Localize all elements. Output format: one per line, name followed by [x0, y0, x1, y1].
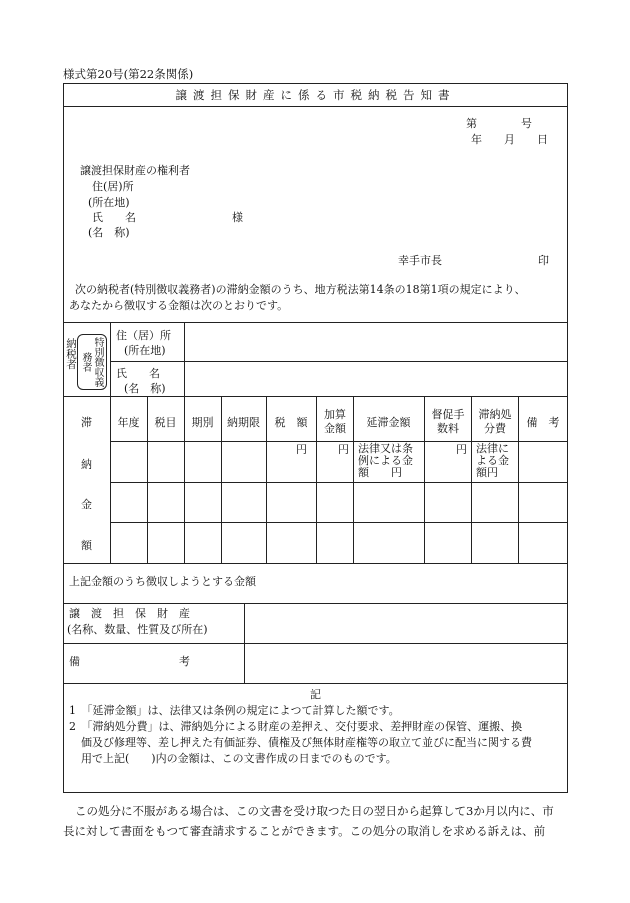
taxpayer-name-alt: (名 称)	[124, 382, 166, 395]
issuer-seal: 印	[538, 254, 549, 267]
number-line: 第 号	[466, 117, 532, 130]
header-year: 年度	[117, 416, 140, 429]
tax-amount-unit: 円	[296, 443, 307, 456]
note-item-2-line-1: 2 「滞納処分費」は、滞納処分による財産の差押え、交付要求、差押財産の保管、運搬、換	[69, 720, 523, 733]
addressee-heading: 譲渡担保財産の権利者	[80, 164, 190, 177]
reminder-unit: 円	[456, 443, 467, 456]
property-label: 譲 渡 担 保 財 産	[69, 607, 190, 620]
note-item-2-line-2: 価及び修理等、差し押えた有価証券、債権及び無体財産権等の取立て並びに配当に関する費	[81, 736, 532, 749]
header-disposal-cost: 滞納処分費	[478, 408, 512, 435]
header-tax-item: 税目	[154, 416, 177, 429]
footer-line-2: 長に対して書面をもつて審査請求することができます。この処分の取消しを求める訴えは、前	[63, 824, 546, 838]
addressee-honorific: 様	[232, 211, 243, 224]
collect-amount-label: 上記金額のうち徴収しようとする金額	[69, 575, 256, 588]
special-collector-label: 特別徴収義務者	[80, 337, 103, 387]
intro-line-2: あなたから徴収する金額は次のとおりです。	[69, 299, 289, 312]
addressee-address-label: 住(居)所	[92, 180, 134, 193]
addressee-address-alt: (所在地)	[88, 196, 130, 209]
header-tax-amount: 税 額	[274, 416, 308, 429]
taxpayer-address-label: 住（居）所	[116, 329, 171, 342]
taxpayer-label: 納税者	[65, 338, 77, 370]
notes-heading: 記	[310, 688, 321, 701]
header-late-fee: 延滞金額	[366, 416, 411, 429]
arrears-side-1: 滞	[81, 416, 92, 429]
arrears-side-4: 額	[81, 539, 92, 552]
date-line: 年 月 日	[471, 133, 548, 146]
footer-line-1: この処分に不服がある場合は、この文書を受け取つた日の翌日から起算して3か月以内に、市	[75, 804, 554, 818]
header-due-date: 納期限	[227, 416, 260, 429]
taxpayer-address-alt: (所在地)	[124, 344, 166, 357]
header-remarks: 備 考	[526, 416, 560, 429]
arrears-side-2: 納	[81, 458, 92, 471]
note-item-2-line-3: 用で上記( )内の金額は、この文書作成の日までのものです。	[81, 752, 397, 765]
header-additional: 加算金額	[324, 408, 346, 435]
taxpayer-name-label: 氏 名	[116, 367, 160, 380]
addressee-name-label: 氏 名	[92, 211, 136, 224]
additional-unit: 円	[338, 443, 349, 456]
note-item-1: 1 「延滞金額」は、法律又は条例の規定によつて計算した額です。	[69, 704, 400, 717]
addressee-name-alt: (名 称)	[88, 226, 130, 239]
issuer-name: 幸手市長	[398, 254, 442, 267]
intro-line-1: 次の納税者(特別徴収義務者)の滞納金額のうち、地方税法第14条の18第1項の規定により、	[75, 283, 526, 296]
arrears-side-3: 金	[81, 498, 92, 511]
header-reminder-fee: 督促手数料	[431, 408, 465, 435]
header-period: 期別	[191, 416, 214, 429]
document-title: 譲渡担保財産に係る市税納税告知書	[63, 83, 568, 107]
disposal-note: 法律による金額円	[476, 442, 509, 479]
property-label-sub: (名称、数量、性質及び所在)	[67, 623, 208, 636]
form-label: 様式第20号(第22条関係)	[63, 67, 194, 81]
late-fee-note: 法律又は条例による金額 円	[358, 442, 413, 479]
remarks-label: 備 考	[69, 655, 190, 668]
